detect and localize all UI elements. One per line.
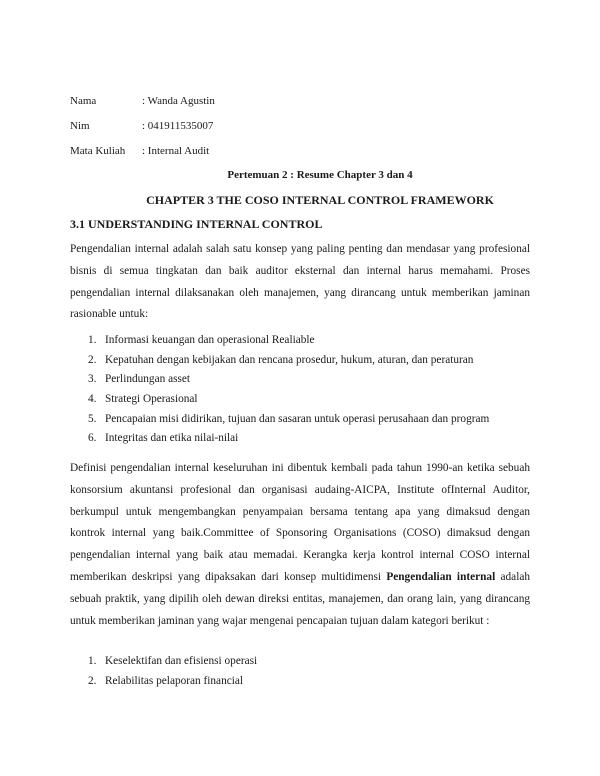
name-row bbox=[70, 95, 215, 107]
nim-row bbox=[70, 120, 213, 132]
list-item: 2. Kepatuhan dengan kebijakan dan rencana prosedur, hukum, aturan, dan peraturan bbox=[88, 353, 474, 366]
list-item: 6. Integritas dan etika nilai-nilai bbox=[88, 432, 239, 445]
course-label: Mata Kuliah bbox=[70, 145, 126, 157]
paragraph-definition: Definisi pengendalian internal keseluruhan ini dibentuk kembali pada tahun 1990-an ketika sebuah konsorsium akuntansi profesional dan organisasi audaing-AICPA, Institute ofInternal Auditor, berkumpul untuk mengembangkan penyampaian bersama tentang apa yang dimaksud dengan kontrok internal yang baik.Committee of Sponsoring Organisations (COSO) dimaksud dengan pengendalian internal yang baik atau memadai. Kerangka kerja kontrol internal COSO internal memberikan deskripsi yang dipaksakan dari konsep multidimensi Pengendalian internal adalah sebuah praktik, yang dipilih oleh dewan direksi entitas, manajemen, dan orang lain, yang dirancang untuk memberikan jaminan yang wajar mengenai pencapaian tujuan dalam kategori berikut : bbox=[70, 462, 530, 627]
objectives-list bbox=[88, 331, 489, 449]
nim-label: Nim bbox=[70, 120, 90, 132]
nim-value: : 041911535007 bbox=[142, 120, 214, 132]
list-item: 4. Strategi Operasional bbox=[88, 393, 198, 406]
name-value: : Wanda Agustin bbox=[142, 95, 215, 107]
course-row bbox=[70, 145, 209, 157]
section-title: 3.1 UNDERSTANDING INTERNAL CONTROL bbox=[70, 217, 323, 231]
list-item: 1. Keselektifan dan efisiensi operasi bbox=[88, 655, 258, 667]
meeting-title: Pertemuan 2 : Resume Chapter 3 dan 4 bbox=[227, 169, 413, 181]
paragraph-intro: Pengendalian internal adalah salah satu konsep yang paling penting dan mendasar yang profesional bisnis di semua tingkatan dan baik auditor eksternal dan internal harus memahami. Proses pengendalian internal dilaksanakan oleh manajemen, yang dirancang untuk memberikan jaminan rasionable untuk: bbox=[70, 243, 530, 321]
list-item: 2. Relabilitas pelaporan financial bbox=[88, 674, 244, 687]
categories-list bbox=[88, 652, 257, 691]
course-value: : Internal Audit bbox=[142, 145, 210, 157]
bold-term: Pengendalian internal bbox=[386, 570, 496, 583]
name-label: Nama bbox=[70, 95, 97, 107]
list-item: 1. Informasi keuangan dan operasional Realiable bbox=[88, 334, 315, 346]
list-item: 5. Pencapaian misi didirikan, tujuan dan sasaran untuk operasi perusahaan dan program bbox=[88, 412, 490, 425]
list-item: 3. Perlindungan asset bbox=[88, 373, 191, 386]
chapter-title: CHAPTER 3 THE COSO INTERNAL CONTROL FRAMEWORK bbox=[146, 193, 494, 207]
